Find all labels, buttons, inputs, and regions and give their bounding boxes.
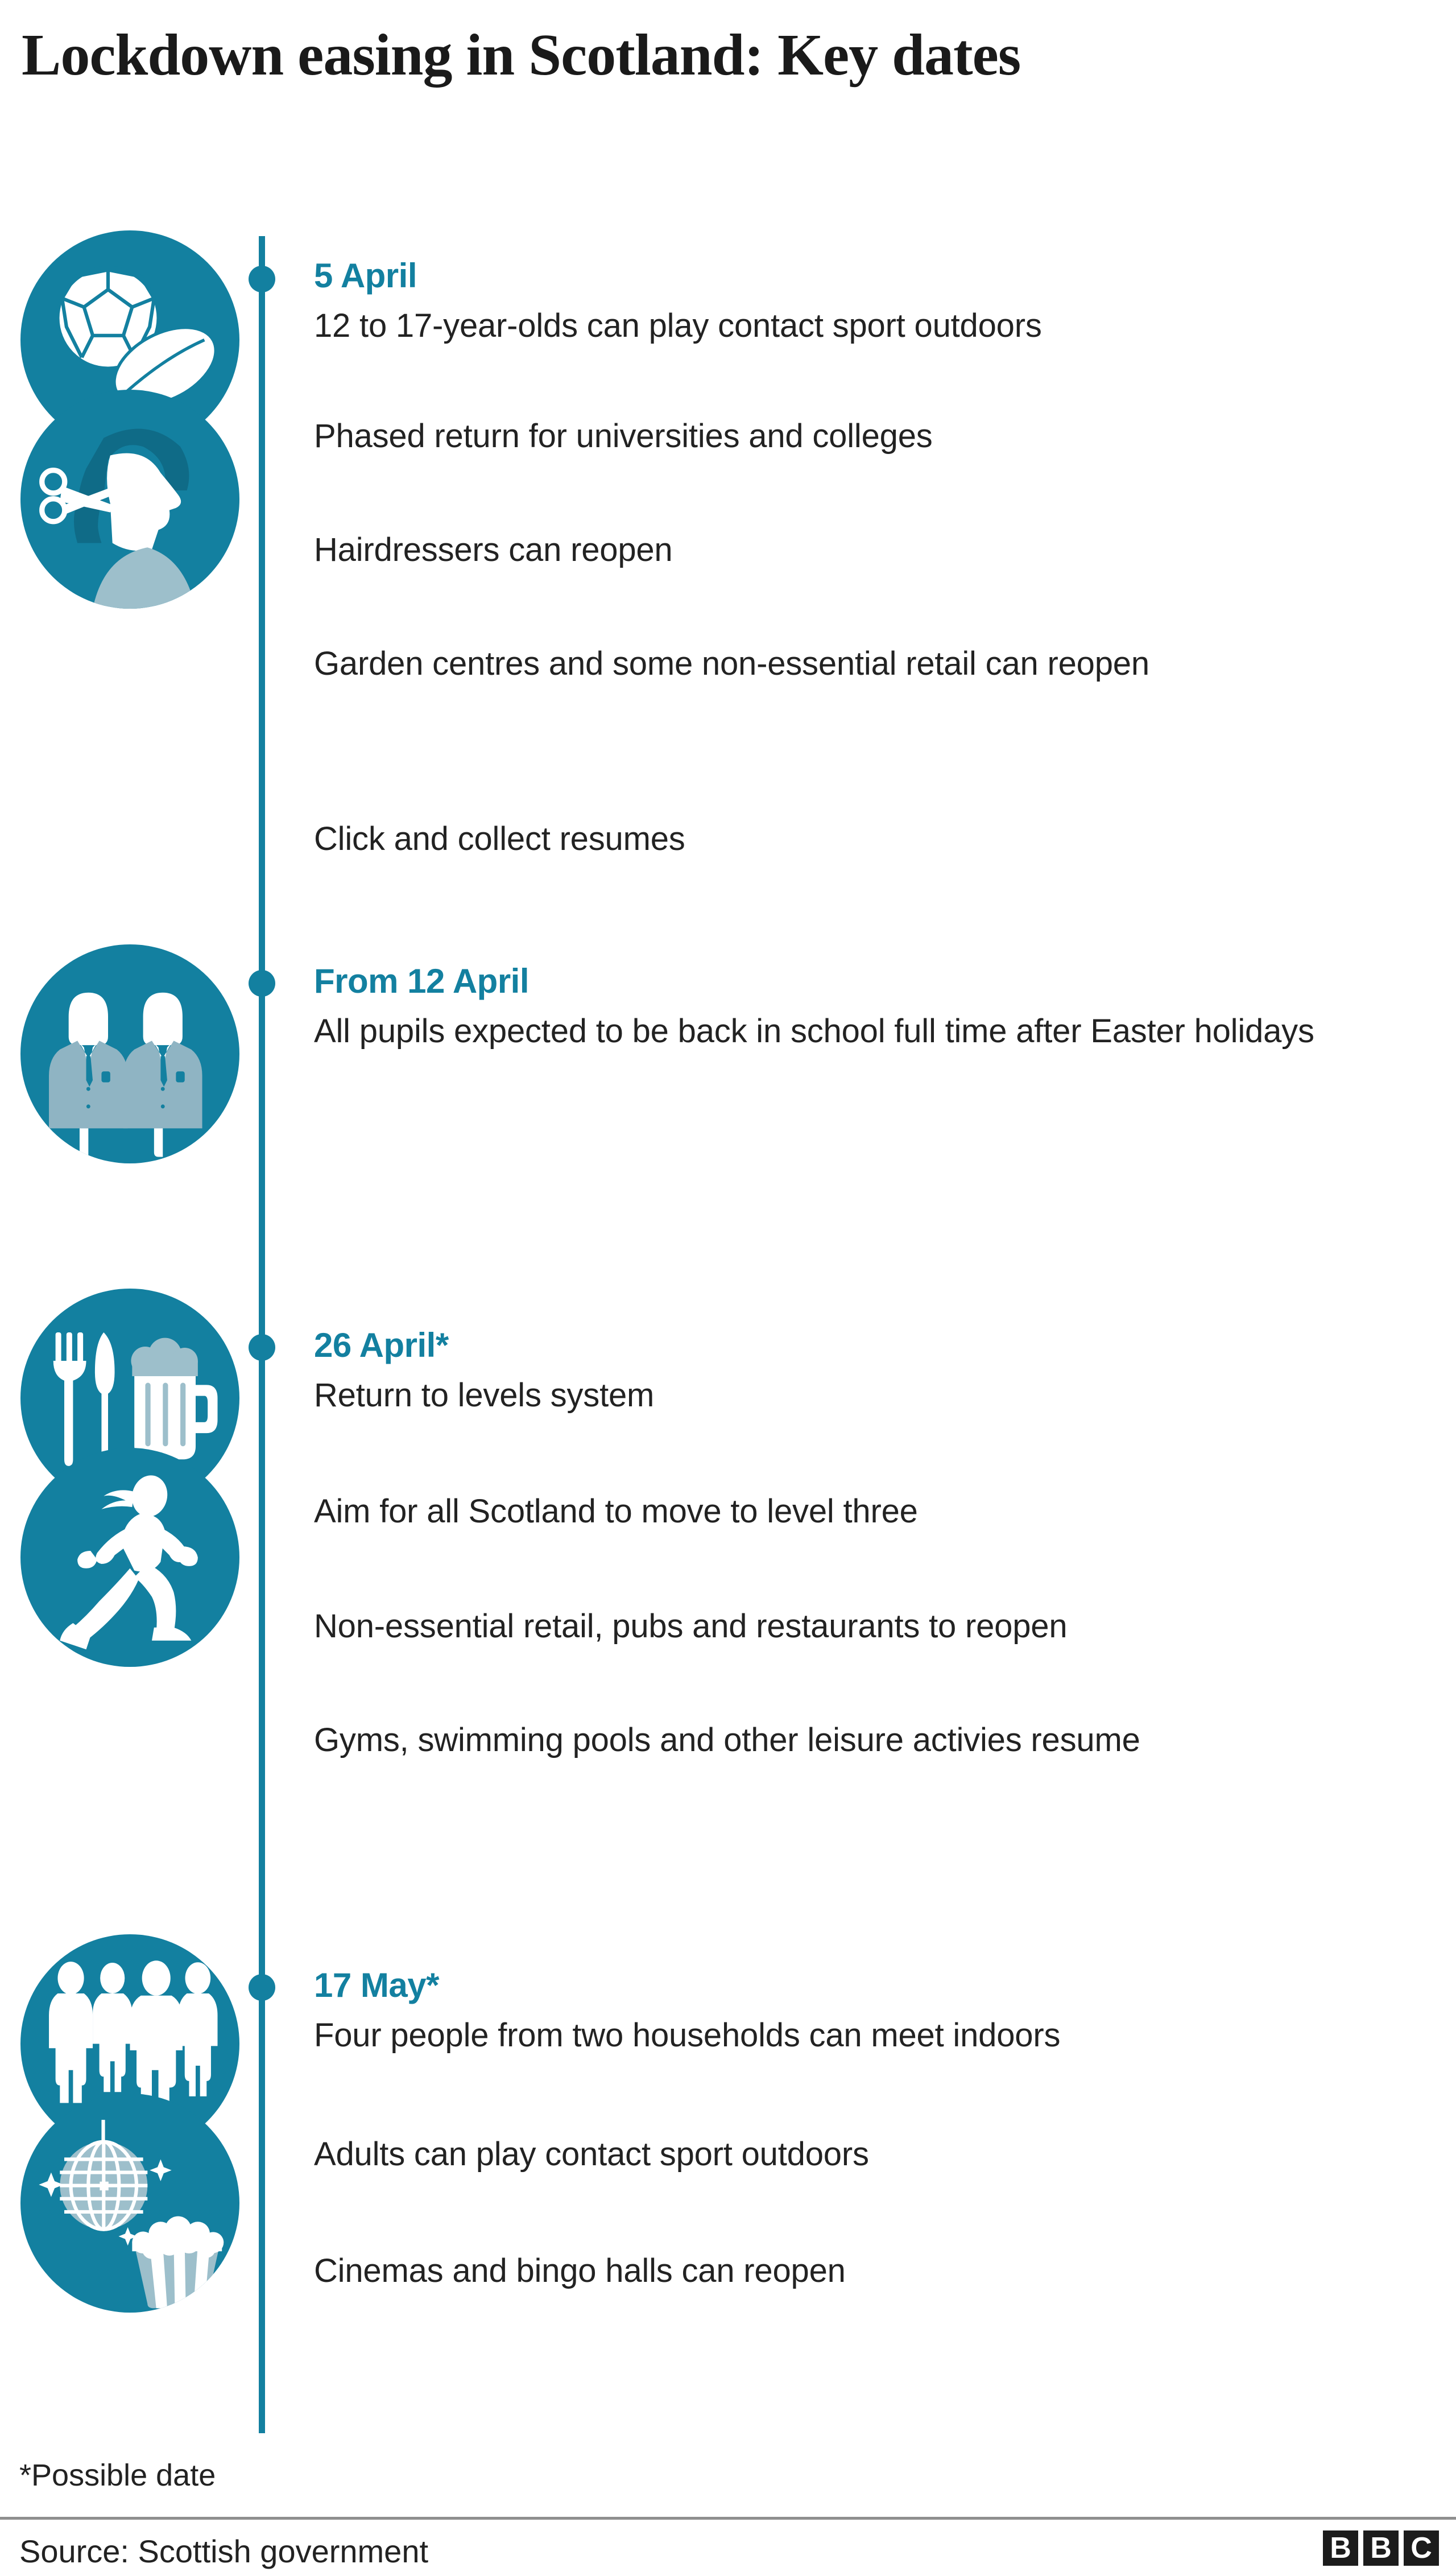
timeline-dot-5-april	[249, 266, 275, 292]
entry-line: Hairdressers can reopen	[314, 531, 673, 568]
entry-date-17-may: 17 May*	[314, 1966, 439, 2004]
entry-line: Adults can play contact sport outdoors	[314, 2136, 869, 2173]
bbc-logo	[1323, 2530, 1439, 2566]
entry-line: Four people from two households can meet indoors	[314, 2017, 1061, 2054]
entry-line: 12 to 17-year-olds can play contact sport outdoors	[314, 307, 1042, 344]
entry-date-5-april: 5 April	[314, 257, 417, 295]
timeline-dot-26-april	[249, 1334, 275, 1361]
entry-line: Aim for all Scotland to move to level three	[314, 1493, 918, 1530]
entry-line: Phased return for universities and colleges	[314, 418, 933, 455]
school-pupils-icon	[20, 944, 239, 1163]
entry-line: All pupils expected to be back in school full time after Easter holidays	[314, 1013, 1314, 1050]
entry-line: Gyms, swimming pools and other leisure activies resume	[314, 1722, 1140, 1758]
bbc-logo-letter-2: B	[1363, 2530, 1399, 2566]
entry-line: Garden centres and some non-essential retail can reopen	[314, 645, 1149, 682]
entry-line: Return to levels system	[314, 1377, 655, 1414]
hairdresser-scissors-icon	[20, 390, 239, 609]
entry-line: Cinemas and bingo halls can reopen	[314, 2252, 846, 2289]
entry-line: Non-essential retail, pubs and restaurants to reopen	[314, 1608, 1068, 1645]
footnote-possible-date: *Possible date	[19, 2458, 216, 2492]
entry-line: Click and collect resumes	[314, 820, 685, 857]
disco-ball-popcorn-icon	[20, 2094, 239, 2313]
bbc-logo-letter-1: B	[1323, 2530, 1358, 2566]
timeline-dot-from-12-april	[249, 970, 275, 997]
page-title: Lockdown easing in Scotland: Key dates	[22, 22, 1021, 88]
footer-divider	[0, 2517, 1456, 2520]
entry-date-26-april: 26 April*	[314, 1326, 449, 1364]
timeline-dot-17-may	[249, 1974, 275, 2001]
entry-date-from-12-april: From 12 April	[314, 962, 530, 1000]
running-person-icon	[20, 1448, 239, 1667]
source-label: Source: Scottish government	[19, 2533, 429, 2569]
bbc-logo-letter-3: C	[1404, 2530, 1439, 2566]
